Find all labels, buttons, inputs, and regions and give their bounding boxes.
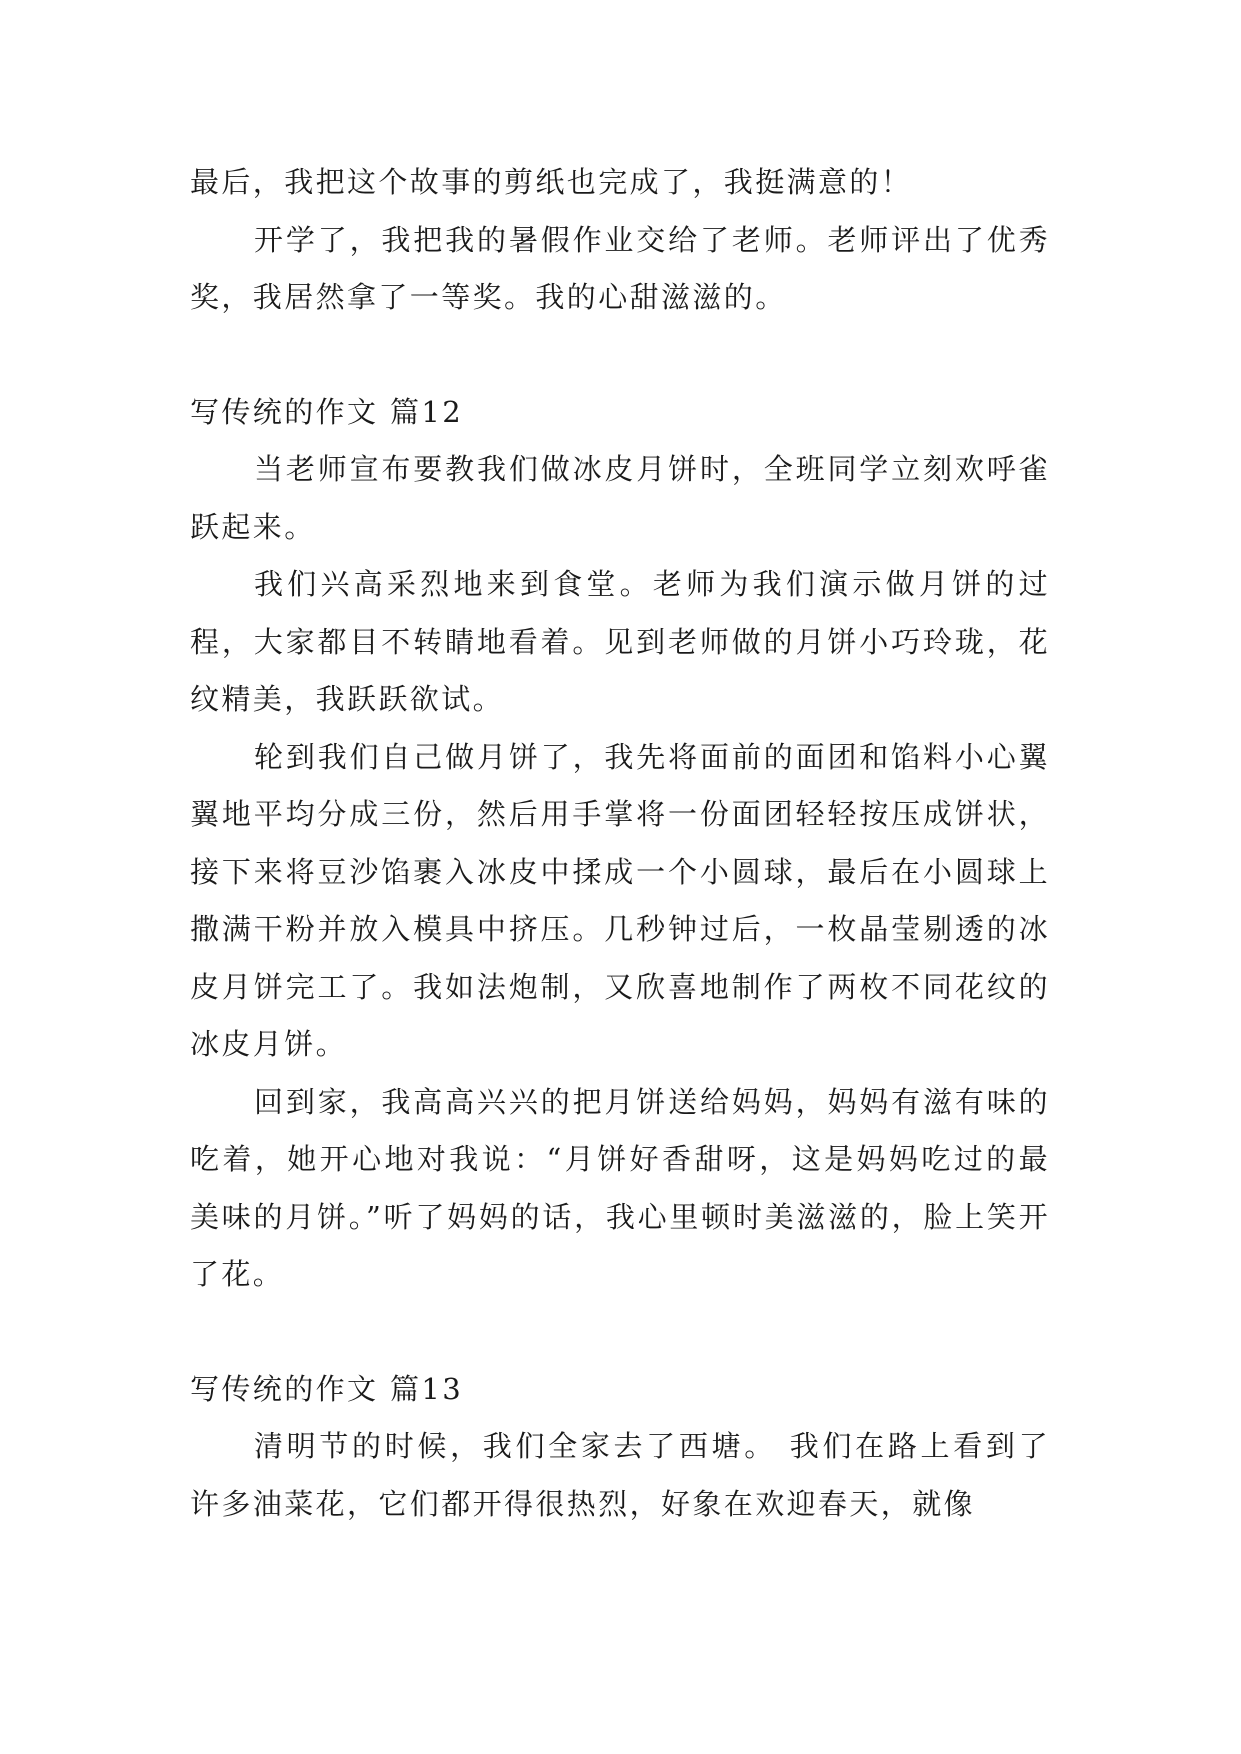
document-page [190, 154, 1050, 1533]
paragraph: 当老师宣布要教我们做冰皮月饼时，全班同学立刻欢呼雀跃起来。 [190, 452, 1050, 544]
paragraph: 开学了，我把我的暑假作业交给了老师。老师评出了优秀奖，我居然拿了一等奖。我的心甜滋滋的。 [190, 222, 1050, 314]
paragraph: 轮到我们自己做月饼了，我先将面前的面团和馅料小心翼翼地平均分成三份，然后用手掌将一份面团轻轻按压成饼状，接下来将豆沙馅裹入冰皮中揉成一个小圆球，最后在小圆球上撒满干粉并放入模具中挤压。几秒钟过后，一枚晶莹剔透的冰皮月饼完工了。我如法炮制，又欣喜地制作了两枚不同花纹的冰皮月饼。 [190, 739, 1050, 1061]
section-heading: 写传统的作文 篇12 [190, 394, 464, 429]
paragraph: 回到家，我高高兴兴的把月饼送给妈妈，妈妈有滋有味的吃着，她开心地对我说：“月饼好香甜呀，这是妈妈吃过的最美味的月饼。”听了妈妈的话，我心里顿时美滋滋的，脸上笑开了花。 [190, 1084, 1050, 1291]
section-heading: 写传统的作文 篇13 [190, 1371, 464, 1406]
paragraph: 最后，我把这个故事的剪纸也完成了，我挺满意的！ [190, 165, 913, 199]
section-gap [190, 1304, 1050, 1361]
section-gap [190, 327, 1050, 384]
paragraph: 清明节的时候，我们全家去了西塘。 我们在路上看到了许多油菜花，它们都开得很热烈，好象在欢迎春天，就像 [190, 1429, 1050, 1521]
paragraph: 我们兴高采烈地来到食堂。老师为我们演示做月饼的过程，大家都目不转睛地看着。见到老师做的月饼小巧玲珑，花纹精美，我跃跃欲试。 [190, 567, 1050, 716]
